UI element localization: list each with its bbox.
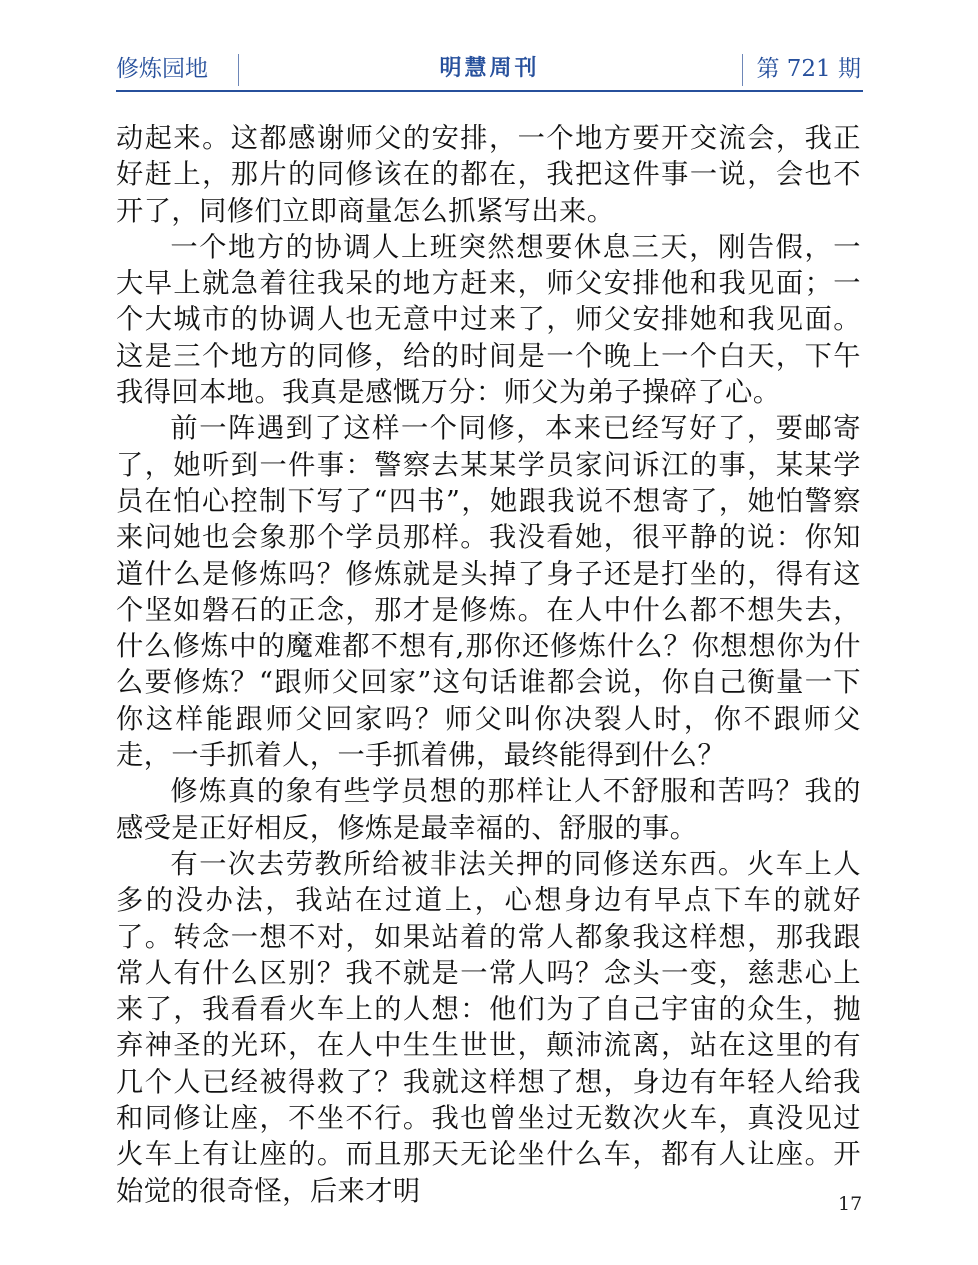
paragraph-3: 前一阵遇到了这样一个同修，本来已经写好了，要邮寄了，她听到一件事：警察去某某学员家问诉江的事，某某学员在怕心控制下写了“四书”，她跟我说不想寄了，她怕警察来问她也会象那个学员那样。我没看她，很平静的说：你知道什么是修炼吗？修炼就是头掉了身子还是打坐的，得有这个坚如磐石的正念，那才是修炼。在人中什么都不想失去，什么修炼中的魔难都不想有,那你还修炼什么？你想想你为什么要修炼？“跟师父回家”这句话谁都会说，你自己衡量一下你这样能跟师父回家吗？师父叫你决裂人时，你不跟师父走，一手抓着人，一手抓着佛，最终能得到什么？ — [116, 413, 861, 772]
article-body — [116, 121, 861, 1210]
header-divider-right — [742, 54, 743, 86]
publication-title: 明慧周刊 — [439, 56, 540, 81]
page-header — [116, 52, 863, 92]
section-title: 修炼园地 — [116, 56, 208, 82]
issue-number: 第 721 期 — [756, 56, 861, 82]
paragraph-2: 一个地方的协调人上班突然想要休息三天，刚告假，一大早上就急着往我呆的地方赶来，师父安排他和我见面；一个大城市的协调人也无意中过来了，师父安排她和我见面。这是三个地方的同修，给的时间是一个晚上一个白天，下午我得回本地。我真是感慨万分：师父为弟子操碎了心。 — [116, 231, 861, 409]
page-number: 17 — [838, 1193, 863, 1215]
header-rule — [116, 90, 863, 92]
paragraph-5: 有一次去劳教所给被非法关押的同修送东西。火车上人多的没办法，我站在过道上，心想身边有早点下车的就好了。转念一想不对，如果站着的常人都象我这样想，那我跟常人有什么区别？我不就是一常人吗？念头一变，慈悲心上来了，我看看火车上的人想：他们为了自己宇宙的众生，抛弃神圣的光环，在人中生生世世，颠沛流离，站在这里的有几个人已经被得救了？我就这样想了想，身边有年轻人给我和同修让座，不坐不行。我也曾坐过无数次火车，真没见过火车上有让座的。而且那天无论坐什么车，都有人让座。开始觉的很奇怪，后来才明 — [116, 848, 861, 1207]
paragraph-1: 动起来。这都感谢师父的安排，一个地方要开交流会，我正好赶上，那片的同修该在的都在，我把这件事一说，会也不开了，同修们立即商量怎么抓紧写出来。 — [116, 123, 861, 227]
paragraph-4: 修炼真的象有些学员想的那样让人不舒服和苦吗？我的感受是正好相反，修炼是最幸福的、舒服的事。 — [116, 776, 861, 844]
